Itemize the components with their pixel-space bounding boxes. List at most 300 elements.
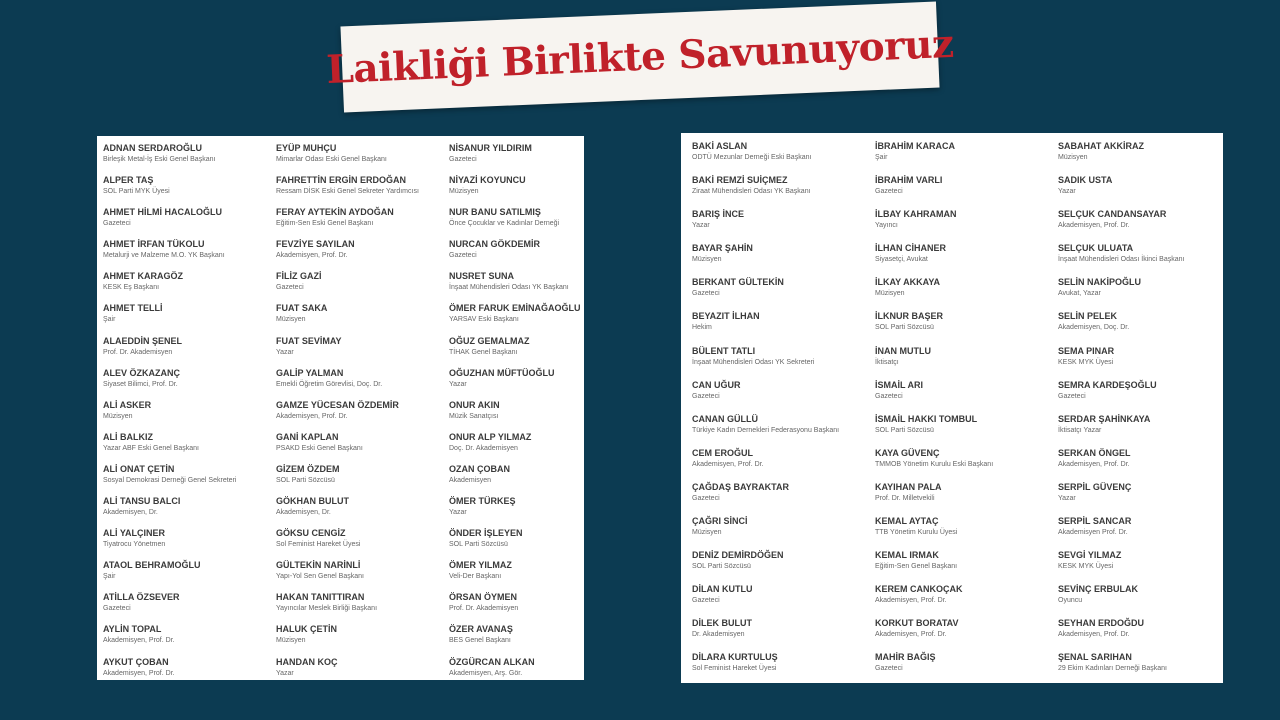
- signatory-title: TMMOB Yönetim Kurulu Eski Başkanı: [875, 460, 994, 468]
- signatory-title: SOL Parti Sözcüsü: [692, 563, 751, 571]
- signatory-title: Gazeteci: [692, 392, 720, 400]
- signatory-title: Gazeteci: [692, 290, 720, 298]
- signatory-entry: [276, 399, 449, 431]
- signatory-name: HANDAN KOÇ: [276, 656, 338, 667]
- signatory-name: SELÇUK ULUATA: [1058, 243, 1134, 254]
- signatory-title: Ziraat Mühendisleri Odası YK Başkanı: [692, 188, 811, 196]
- signatory-title: Müzisyen: [103, 412, 133, 420]
- signatory-title: Prof. Dr. Akademisyen: [103, 348, 173, 356]
- signatory-entry: [1058, 208, 1219, 242]
- signatory-entry: [1058, 174, 1219, 208]
- signatory-name: ALİ TANSU BALCI: [103, 496, 181, 507]
- signatory-title: Müzisyen: [276, 316, 306, 324]
- signatory-title: Müzisyen: [449, 188, 479, 196]
- signatory-name: NUSRET SUNA: [449, 271, 515, 282]
- signatory-title: BES Genel Başkanı: [449, 637, 511, 645]
- signatory-name: ATİLLA ÖZSEVER: [103, 592, 180, 603]
- signatory-entry: [692, 651, 875, 685]
- signatory-name: ÖMER TÜRKEŞ: [449, 496, 516, 507]
- signatory-name: NİYAZİ KOYUNCU: [449, 175, 526, 186]
- signatory-title: Yazar: [449, 509, 467, 517]
- signatory-entry: [449, 527, 582, 559]
- signatory-name: İNAN MUTLU: [875, 345, 931, 356]
- signatory-title: Gazeteci: [103, 220, 131, 228]
- signatory-entry: [692, 310, 875, 344]
- signatory-name: NUR BANU SATILMIŞ: [449, 207, 541, 218]
- signatory-name: BARIŞ İNCE: [692, 209, 745, 220]
- signatory-title: Akademisyen, Prof. Dr.: [103, 637, 175, 645]
- signatory-title: SOL Parti Sözcüsü: [875, 426, 934, 434]
- signatory-name: GÜLTEKİN NARİNLİ: [276, 560, 361, 571]
- signatory-name: KEMAL AYTAÇ: [875, 516, 939, 527]
- signatory-title: Şair: [103, 573, 116, 581]
- signatory-name: GÖKSU CENGİZ: [276, 528, 346, 539]
- signatories-panel-right: [681, 133, 1223, 683]
- signatory-entry: [449, 238, 582, 270]
- signatory-title: SOL Parti Sözcüsü: [875, 324, 934, 332]
- signatory-title: KESK MYK Üyesi: [1058, 358, 1114, 366]
- signatory-entry: [276, 656, 449, 688]
- signatory-entry: [103, 206, 276, 238]
- signatory-title: Akademisyen, Prof. Dr.: [276, 412, 348, 420]
- signatory-title: Avukat, Yazar: [1058, 290, 1101, 298]
- signatory-title: 29 Ekim Kadınları Derneği Başkanı: [1058, 665, 1167, 673]
- signatory-name: GAMZE YÜCESAN ÖZDEMİR: [276, 399, 399, 410]
- signatory-name: CANAN GÜLLÜ: [692, 413, 758, 424]
- signatory-entry: [1058, 379, 1219, 413]
- signatory-title: Yazar: [276, 669, 294, 677]
- signatory-name: SEVİNÇ ERBULAK: [1058, 584, 1139, 595]
- signatory-title: Gazeteci: [875, 188, 903, 196]
- signatory-name: AHMET İRFAN TÜKOLU: [103, 239, 205, 250]
- signatory-entry: [449, 495, 582, 527]
- signatory-title: Dr. Akademisyen: [692, 631, 745, 639]
- signatory-entry: [449, 431, 582, 463]
- signatory-name: GİZEM ÖZDEM: [276, 463, 340, 474]
- signatory-entry: [276, 206, 449, 238]
- signatory-entry: [449, 399, 582, 431]
- signatory-name: GALİP YALMAN: [276, 367, 344, 378]
- signatory-title: Şair: [875, 154, 888, 161]
- signatory-title: SOL Parti Sözcüsü: [449, 541, 508, 549]
- signatory-entry: [103, 302, 276, 334]
- signatory-entry: [276, 431, 449, 463]
- signatory-name: ÖRSAN ÖYMEN: [449, 592, 518, 603]
- signatory-entry: [449, 559, 582, 591]
- signatory-entry: [875, 174, 1058, 208]
- signatory-entry: [449, 367, 582, 399]
- signatory-name: AHMET HİLMİ HACALOĞLU: [103, 207, 222, 218]
- signatory-entry: [692, 617, 875, 651]
- signatory-name: FEVZİYE SAYILAN: [276, 239, 355, 250]
- signatory-entry: [449, 623, 582, 655]
- signatory-entry: [276, 142, 449, 174]
- signatory-entry: [875, 583, 1058, 617]
- signatory-title: Akademisyen, Prof. Dr.: [276, 252, 348, 260]
- signatory-name: OĞUZ GEMALMAZ: [449, 335, 530, 346]
- signatory-name: ALAEDDİN ŞENEL: [103, 335, 183, 346]
- signatory-entry: [1058, 583, 1219, 617]
- signatory-name: ALPER TAŞ: [103, 175, 154, 186]
- signatory-title: Yazar ABF Eski Genel Başkanı: [103, 444, 199, 452]
- signatory-name: FUAT SAKA: [276, 303, 328, 314]
- signatory-name: HAKAN TANITTIRAN: [276, 592, 365, 603]
- signatory-name: EYÜP MUHÇU: [276, 143, 337, 153]
- page-title: Laikliği Birlikte Savunuyoruz: [325, 20, 955, 94]
- signatory-name: ATAOL BEHRAMOĞLU: [103, 560, 201, 571]
- signatory-entry: [1058, 242, 1219, 276]
- signatory-entry: [103, 623, 276, 655]
- signatory-name: SERPİL GÜVENÇ: [1058, 481, 1132, 492]
- signatory-entry: [875, 276, 1058, 310]
- signatory-name: ALİ ONAT ÇETİN: [103, 463, 175, 474]
- signatory-name: FİLİZ GAZİ: [276, 271, 322, 282]
- signatory-name: DİLAN KUTLU: [692, 584, 753, 595]
- signatory-name: SELİN NAKİPOĞLU: [1058, 277, 1142, 288]
- signatory-name: KEREM CANKOÇAK: [875, 584, 963, 595]
- signatory-title: Akademisyen, Dr.: [276, 509, 331, 517]
- signatory-name: SERPİL SANCAR: [1058, 516, 1132, 527]
- signatory-entry: [449, 463, 582, 495]
- signatory-title: İnşaat Mühendisleri Odası YK Sekreteri: [692, 358, 815, 366]
- signatory-entry: [875, 310, 1058, 344]
- signatory-name: ŞENAL SARIHAN: [1058, 652, 1132, 663]
- signatory-title: Şair: [103, 316, 116, 324]
- signatory-title: SOL Parti Sözcüsü: [276, 476, 335, 484]
- signatory-entry: [103, 367, 276, 399]
- signatory-name: ÖMER FARUK EMİNAĞAOĞLU: [449, 303, 581, 314]
- signatory-entry: [875, 345, 1058, 379]
- signatory-title: Akademisyen, Doç. Dr.: [1058, 324, 1130, 332]
- signatory-entry: [276, 559, 449, 591]
- signatory-entry: [276, 335, 449, 367]
- signatory-name: İSMAİL ARI: [875, 379, 924, 390]
- signatory-title: Siyaset Bilimci, Prof. Dr.: [103, 380, 178, 388]
- signatory-entry: [692, 276, 875, 310]
- signatory-name: SEMRA KARDEŞOĞLU: [1058, 379, 1157, 390]
- signatory-title: Yayıncılar Meslek Birliği Başkanı: [276, 605, 378, 613]
- signatory-entry: [449, 335, 582, 367]
- signatory-entry: [276, 591, 449, 623]
- signatory-title: Akademisyen, Dr.: [103, 509, 158, 517]
- signatory-name: AYKUT ÇOBAN: [103, 656, 169, 667]
- signatory-title: Yazar: [449, 380, 467, 388]
- signatory-name: İSMAİL HAKKI TOMBUL: [875, 413, 978, 424]
- signatory-title: Sol Feminist Hareket Üyesi: [692, 665, 777, 673]
- signatory-name: OZAN ÇOBAN: [449, 463, 510, 474]
- signatory-name: BAKİ ASLAN: [692, 141, 748, 151]
- signatory-name: AHMET TELLİ: [103, 303, 163, 314]
- signatory-name: ÖNDER İŞLEYEN: [449, 528, 523, 539]
- signatory-entry: [276, 495, 449, 527]
- signatory-title: Emekli Öğretim Görevlisi, Doç. Dr.: [276, 380, 383, 388]
- signatory-name: İBRAHİM KARACA: [875, 141, 955, 151]
- signatory-entry: [449, 591, 582, 623]
- signatory-entry: [1058, 549, 1219, 583]
- signatory-title: Yazar: [692, 222, 710, 230]
- signatory-name: BÜLENT TATLI: [692, 345, 756, 356]
- signatory-entry: [692, 242, 875, 276]
- signatory-title: Akademisyen, Prof. Dr.: [875, 631, 947, 639]
- signatory-title: ODTÜ Mezunlar Derneği Eski Başkanı: [692, 154, 812, 161]
- signatory-title: Yayıncı: [875, 222, 898, 230]
- signatory-title: Sol Feminist Hareket Üyesi: [276, 541, 361, 549]
- signatory-entry: [875, 379, 1058, 413]
- signatory-entry: [1058, 651, 1219, 685]
- signatory-entry: [875, 481, 1058, 515]
- signatory-title: Prof. Dr. Akademisyen: [449, 605, 519, 613]
- signatory-title: Siyasetçi, Avukat: [875, 256, 928, 264]
- signatory-title: Akademisyen: [449, 476, 492, 484]
- signatory-title: Gazeteci: [1058, 392, 1086, 400]
- signatory-name: AYLİN TOPAL: [103, 624, 162, 635]
- signatory-title: Sosyal Demokrasi Derneği Genel Sekreteri: [103, 476, 237, 484]
- signatory-title: İktisatçı: [875, 358, 899, 366]
- signatory-entry: [276, 463, 449, 495]
- signatory-entry: [1058, 447, 1219, 481]
- signatory-name: OĞUZHAN MÜFTÜOĞLU: [449, 367, 555, 378]
- signatory-name: FERAY AYTEKİN AYDOĞAN: [276, 207, 394, 218]
- signatory-entry: [103, 463, 276, 495]
- signatory-title: Veli-Der Başkanı: [449, 573, 502, 581]
- signatory-name: SELİN PELEK: [1058, 311, 1118, 322]
- signatory-entry: [1058, 310, 1219, 344]
- signatory-name: KEMAL IRMAK: [875, 550, 939, 561]
- signatory-title: Gazeteci: [103, 605, 131, 613]
- signatory-name: ALİ BALKIZ: [103, 431, 153, 442]
- signatory-name: KAYIHAN PALA: [875, 481, 942, 492]
- signatory-title: KESK Eş Başkanı: [103, 284, 160, 292]
- signatory-name: MAHİR BAĞIŞ: [875, 652, 936, 663]
- signatory-name: ALİ ASKER: [103, 399, 152, 410]
- signatory-entry: [103, 559, 276, 591]
- signatory-entry: [875, 413, 1058, 447]
- signatory-name: ALEV ÖZKAZANÇ: [103, 367, 180, 378]
- title-banner: [325, 2, 955, 113]
- signatory-entry: [692, 208, 875, 242]
- signatory-title: Yazar: [1058, 188, 1076, 196]
- signatory-title: Tiyatrocu Yönetmen: [103, 541, 166, 549]
- signatory-entry: [449, 142, 582, 174]
- signatory-entry: [875, 140, 1058, 174]
- signatory-title: KESK MYK Üyesi: [1058, 563, 1114, 571]
- signatory-entry: [1058, 345, 1219, 379]
- signatory-title: Eğitim-Sen Genel Başkanı: [875, 563, 958, 571]
- signatory-name: CEM EROĞUL: [692, 447, 754, 458]
- signatory-name: ONUR AKIN: [449, 399, 500, 410]
- signatory-title: Akademisyen, Prof. Dr.: [1058, 460, 1130, 468]
- signatory-entry: [692, 174, 875, 208]
- signatory-name: SELÇUK CANDANSAYAR: [1058, 209, 1167, 220]
- signatory-title: Müzisyen: [875, 290, 905, 298]
- signatory-title: Birleşik Metal-İş Eski Genel Başkanı: [103, 156, 216, 163]
- signatory-title: Yapı-Yol Sen Genel Başkanı: [276, 573, 364, 581]
- signatory-title: TİHAK Genel Başkanı: [449, 348, 518, 356]
- signatory-title: Doç. Dr. Akademisyen: [449, 444, 518, 452]
- signatory-name: GÖKHAN BULUT: [276, 496, 349, 507]
- signatory-title: Gazeteci: [875, 392, 903, 400]
- signatory-title: Gazeteci: [692, 597, 720, 605]
- signatory-title: YARSAV Eski Başkanı: [449, 316, 519, 324]
- signatory-title: Müzisyen: [276, 637, 306, 645]
- signatory-entry: [449, 206, 582, 238]
- signatory-name: ONUR ALP YILMAZ: [449, 431, 532, 442]
- signatory-title: Gazeteci: [449, 252, 477, 260]
- signatory-title: İktisatçı Yazar: [1058, 426, 1102, 434]
- signatory-name: FAHRETTİN ERGİN ERDOĞAN: [276, 175, 407, 186]
- signatory-name: ÖZER AVANAŞ: [449, 624, 513, 635]
- signatory-entry: [103, 399, 276, 431]
- signatory-name: İLHAN CİHANER: [875, 243, 946, 254]
- signatory-entry: [692, 515, 875, 549]
- signatory-name: BERKANT GÜLTEKİN: [692, 277, 784, 288]
- signatory-entry: [103, 656, 276, 688]
- signatory-title: Türkiye Kadın Dernekleri Federasyonu Başkanı: [692, 426, 840, 434]
- signatory-entry: [103, 335, 276, 367]
- signatory-entry: [103, 431, 276, 463]
- signatory-entry: [875, 447, 1058, 481]
- signatory-entry: [875, 549, 1058, 583]
- signatory-name: NURCAN GÖKDEMİR: [449, 239, 540, 250]
- signatory-entry: [103, 495, 276, 527]
- signatory-name: DENİZ DEMİRDÖĞEN: [692, 550, 784, 561]
- signatory-title: Ressam DİSK Eski Genel Sekreter Yardımcısı: [276, 188, 419, 196]
- signatory-title: Müzisyen: [1058, 154, 1088, 161]
- signatory-name: SABAHAT AKKİRAZ: [1058, 141, 1144, 151]
- signatory-entry: [449, 302, 582, 334]
- signatory-title: Akademisyen, Prof. Dr.: [875, 597, 947, 605]
- signatory-name: CAN UĞUR: [692, 379, 741, 390]
- signatory-entry: [276, 174, 449, 206]
- signatory-name: ÇAĞRI SİNCİ: [692, 516, 748, 527]
- signatory-entry: [1058, 140, 1219, 174]
- signatory-entry: [276, 367, 449, 399]
- signatory-entry: [692, 379, 875, 413]
- signatory-entry: [276, 238, 449, 270]
- signatory-name: DİLEK BULUT: [692, 618, 752, 629]
- signatory-name: İLKNUR BAŞER: [875, 311, 944, 322]
- signatory-entry: [692, 345, 875, 379]
- signatory-title: Akademisyen Prof. Dr.: [1058, 529, 1128, 537]
- signatory-entry: [875, 617, 1058, 651]
- signatory-entry: [103, 142, 276, 174]
- signatory-name: İLKAY AKKAYA: [875, 277, 941, 288]
- signatory-title: Müzisyen: [692, 256, 722, 264]
- signatory-name: ÖZGÜRCAN ALKAN: [449, 656, 535, 667]
- signatory-title: Gazeteci: [449, 156, 477, 163]
- signatory-title: Gazeteci: [875, 665, 903, 673]
- signatory-entry: [875, 208, 1058, 242]
- signatory-name: HALUK ÇETİN: [276, 624, 337, 635]
- signatory-name: ÖMER YILMAZ: [449, 560, 512, 571]
- signatory-entry: [276, 302, 449, 334]
- signatory-entry: [449, 270, 582, 302]
- signatory-name: ADNAN SERDAROĞLU: [103, 143, 202, 153]
- signatory-name: FUAT SEVİMAY: [276, 335, 342, 346]
- signatory-name: ALİ YALÇINER: [103, 528, 166, 539]
- signatory-name: ÇAĞDAŞ BAYRAKTAR: [692, 481, 790, 492]
- signatory-title: Hekim: [692, 324, 712, 332]
- signatory-entry: [692, 447, 875, 481]
- signatory-name: SEYHAN ERDOĞDU: [1058, 618, 1145, 629]
- signatory-name: NİSANUR YILDIRIM: [449, 143, 532, 153]
- signatory-title: Müzik Sanatçısı: [449, 412, 499, 420]
- signatory-entry: [103, 527, 276, 559]
- signatory-title: Akademisyen, Arş. Gör.: [449, 669, 523, 677]
- signatory-title: Müzisyen: [692, 529, 722, 537]
- signatory-name: SEVGİ YILMAZ: [1058, 550, 1122, 561]
- signatory-name: İBRAHİM VARLI: [875, 175, 943, 186]
- signatory-entry: [276, 623, 449, 655]
- signatory-title: SOL Parti MYK Üyesi: [103, 188, 170, 196]
- signatory-name: SERDAR ŞAHİNKAYA: [1058, 413, 1151, 424]
- signatory-name: BEYAZIT İLHAN: [692, 311, 760, 322]
- signatory-name: KAYA GÜVENÇ: [875, 447, 940, 458]
- signatory-entry: [1058, 413, 1219, 447]
- signatory-entry: [103, 591, 276, 623]
- signatory-entry: [1058, 515, 1219, 549]
- signatories-panel-left: [97, 136, 584, 680]
- signatory-entry: [1058, 481, 1219, 515]
- signatory-title: Yazar: [276, 348, 294, 356]
- signatory-name: SEMA PINAR: [1058, 345, 1115, 356]
- signatory-entry: [875, 651, 1058, 685]
- signatory-title: Akademisyen, Prof. Dr.: [692, 460, 764, 468]
- signatory-name: GANİ KAPLAN: [276, 431, 339, 442]
- signatory-name: BAYAR ŞAHİN: [692, 243, 753, 254]
- signatory-name: KORKUT BORATAV: [875, 618, 959, 629]
- signatory-entry: [276, 527, 449, 559]
- signatory-entry: [1058, 617, 1219, 651]
- signatory-name: SADIK USTA: [1058, 175, 1113, 186]
- signatory-title: Akademisyen, Prof. Dr.: [103, 669, 175, 677]
- signatory-title: Önce Çocuklar ve Kadınlar Derneği: [449, 220, 560, 228]
- signatory-title: PSAKD Eski Genel Başkanı: [276, 444, 363, 452]
- signatory-title: Akademisyen, Prof. Dr.: [1058, 222, 1130, 230]
- signatory-entry: [875, 515, 1058, 549]
- signatory-entry: [103, 270, 276, 302]
- signatory-entry: [103, 238, 276, 270]
- signatory-entry: [692, 549, 875, 583]
- signatory-name: AHMET KARAGÖZ: [103, 271, 183, 282]
- signatory-name: İLBAY KAHRAMAN: [875, 209, 957, 220]
- signatory-entry: [449, 656, 582, 688]
- signatory-title: İnşaat Mühendisleri Odası YK Başkanı: [449, 284, 569, 292]
- signatory-title: Yazar: [1058, 494, 1076, 502]
- signatory-name: DİLARA KURTULUŞ: [692, 652, 778, 663]
- signatory-title: Gazeteci: [692, 494, 720, 502]
- signatory-entry: [692, 413, 875, 447]
- signatory-title: Eğitim-Sen Eski Genel Başkanı: [276, 220, 374, 228]
- signatory-title: Akademisyen, Prof. Dr.: [1058, 631, 1130, 639]
- signatory-entry: [692, 481, 875, 515]
- signatory-entry: [692, 583, 875, 617]
- signatory-entry: [692, 140, 875, 174]
- signatory-name: SERKAN ÖNGEL: [1058, 447, 1131, 458]
- signatory-entry: [875, 242, 1058, 276]
- signatory-entry: [449, 174, 582, 206]
- signatory-entry: [103, 174, 276, 206]
- signatory-title: Oyuncu: [1058, 597, 1083, 605]
- signatory-name: BAKİ REMZİ SUİÇMEZ: [692, 175, 788, 186]
- signatory-title: Mimarlar Odası Eski Genel Başkanı: [276, 156, 387, 163]
- signatory-title: TTB Yönetim Kurulu Üyesi: [875, 529, 958, 537]
- signatory-entry: [276, 270, 449, 302]
- signatory-title: Gazeteci: [276, 284, 304, 292]
- signatory-title: Metalurji ve Malzeme M.O. YK Başkanı: [103, 252, 225, 260]
- signatory-title: İnşaat Mühendisleri Odası İkinci Başkanı: [1058, 256, 1185, 264]
- signatory-entry: [1058, 276, 1219, 310]
